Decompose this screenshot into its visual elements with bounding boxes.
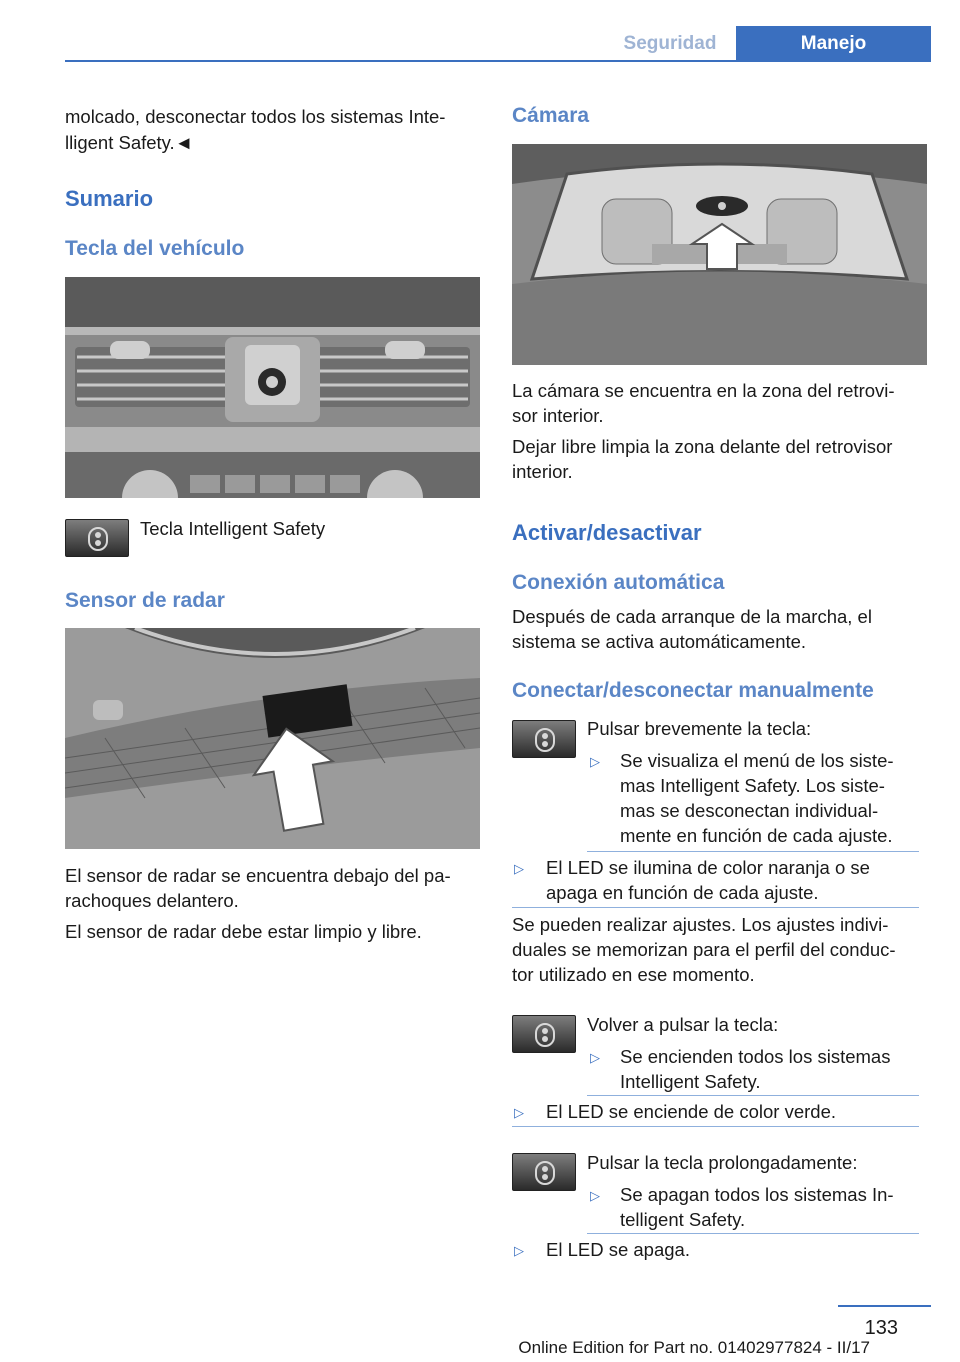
- adjust-text-line: Se pueden realizar ajustes. Los ajustes indivi‐: [512, 914, 889, 935]
- step1-bullet1-line: Se visualiza el menú de los siste‐: [620, 750, 894, 771]
- sensor-text-line: El sensor de radar debe estar limpio y libre.: [65, 921, 422, 942]
- camera-text-line: sor interior.: [512, 405, 604, 426]
- tab-manejo[interactable]: Manejo: [736, 26, 931, 62]
- heading-activar: Activar/desactivar: [512, 520, 702, 545]
- tab-seguridad[interactable]: Seguridad: [623, 33, 717, 54]
- camera-text-line: La cámara se encuentra en la zona del retrovi‐: [512, 380, 895, 401]
- auto-text-line: sistema se activa automáticamente.: [512, 631, 807, 652]
- step1-bullet1-line: mas Intelligent Safety. Los siste‐: [620, 775, 885, 796]
- header-rule: [65, 60, 931, 62]
- bullet-triangle-icon: ▷: [590, 1188, 600, 1203]
- step3-bullet2: El LED se apaga.: [546, 1239, 690, 1260]
- list-divider: [587, 1095, 919, 1096]
- list-divider: [512, 907, 919, 908]
- adjust-text-line: tor utilizado en ese momento.: [512, 964, 755, 985]
- intelligent-safety-key-icon: [65, 519, 129, 557]
- adjust-text-line: duales se memorizan para el perfil del conduc‐: [512, 939, 896, 960]
- heading-camara: Cámara: [512, 104, 590, 127]
- auto-text-line: Después de cada arranque de la marcha, el: [512, 606, 872, 627]
- step2-bullet1-line: Intelligent Safety.: [620, 1071, 761, 1092]
- step3-bullet1-line: Se apagan todos los sistemas In‐: [620, 1184, 894, 1205]
- page-number: 133: [864, 1317, 898, 1339]
- list-divider: [587, 1233, 919, 1234]
- sensor-text-line: rachoques delantero.: [65, 890, 239, 911]
- heading-manual: Conectar/desconectar manualmente: [512, 679, 874, 702]
- step1-bullet2-line: apaga en función de cada ajuste.: [546, 882, 819, 903]
- intelligent-safety-key-icon: [512, 1153, 576, 1191]
- step1-bullet1-line: mente en función de cada ajuste.: [620, 825, 893, 846]
- step3-intro: Pulsar la tecla prolongadamente:: [587, 1152, 858, 1173]
- step2-intro: Volver a pulsar la tecla:: [587, 1014, 779, 1035]
- camera-text-line: interior.: [512, 461, 573, 482]
- camera-photo: [512, 144, 927, 365]
- step3-bullet1-line: telligent Safety.: [620, 1209, 746, 1230]
- step1-bullet1-line: mas se desconectan individual‐: [620, 800, 879, 821]
- heading-tecla-vehiculo: Tecla del vehículo: [65, 237, 245, 260]
- intro-text-line: lligent Safety.◄: [65, 132, 194, 153]
- heading-conexion-automatica: Conexión automática: [512, 571, 725, 594]
- step1-bullet2-line: El LED se ilumina de color naranja o se: [546, 857, 870, 878]
- radar-sensor-photo: [65, 628, 480, 849]
- footer-rule: [838, 1305, 931, 1307]
- bullet-triangle-icon: ▷: [590, 754, 600, 769]
- heading-sensor-radar: Sensor de radar: [65, 589, 225, 612]
- camera-text-line: Dejar libre limpia la zona delante del retrovisor: [512, 436, 893, 457]
- intro-text-line: molcado, desconectar todos los sistemas Inte‐: [65, 106, 446, 127]
- intelligent-safety-key-icon: [512, 720, 576, 758]
- bullet-triangle-icon: ▷: [514, 1105, 524, 1120]
- edition-footer: Online Edition for Part no. 01402977824 - II/17: [518, 1338, 870, 1357]
- bullet-triangle-icon: ▷: [514, 861, 524, 876]
- list-divider: [587, 851, 919, 852]
- key-caption: Tecla Intelligent Safety: [140, 518, 326, 539]
- list-divider: [512, 1126, 919, 1127]
- step2-bullet2: El LED se enciende de color verde.: [546, 1101, 837, 1122]
- intelligent-safety-key-icon: [512, 1015, 576, 1053]
- step1-intro: Pulsar brevemente la tecla:: [587, 718, 812, 739]
- bullet-triangle-icon: ▷: [514, 1243, 524, 1258]
- dashboard-key-photo: [65, 277, 480, 498]
- bullet-triangle-icon: ▷: [590, 1050, 600, 1065]
- heading-sumario: Sumario: [65, 186, 154, 211]
- step2-bullet1-line: Se encienden todos los sistemas: [620, 1046, 891, 1067]
- sensor-text-line: El sensor de radar se encuentra debajo del pa‐: [65, 865, 451, 886]
